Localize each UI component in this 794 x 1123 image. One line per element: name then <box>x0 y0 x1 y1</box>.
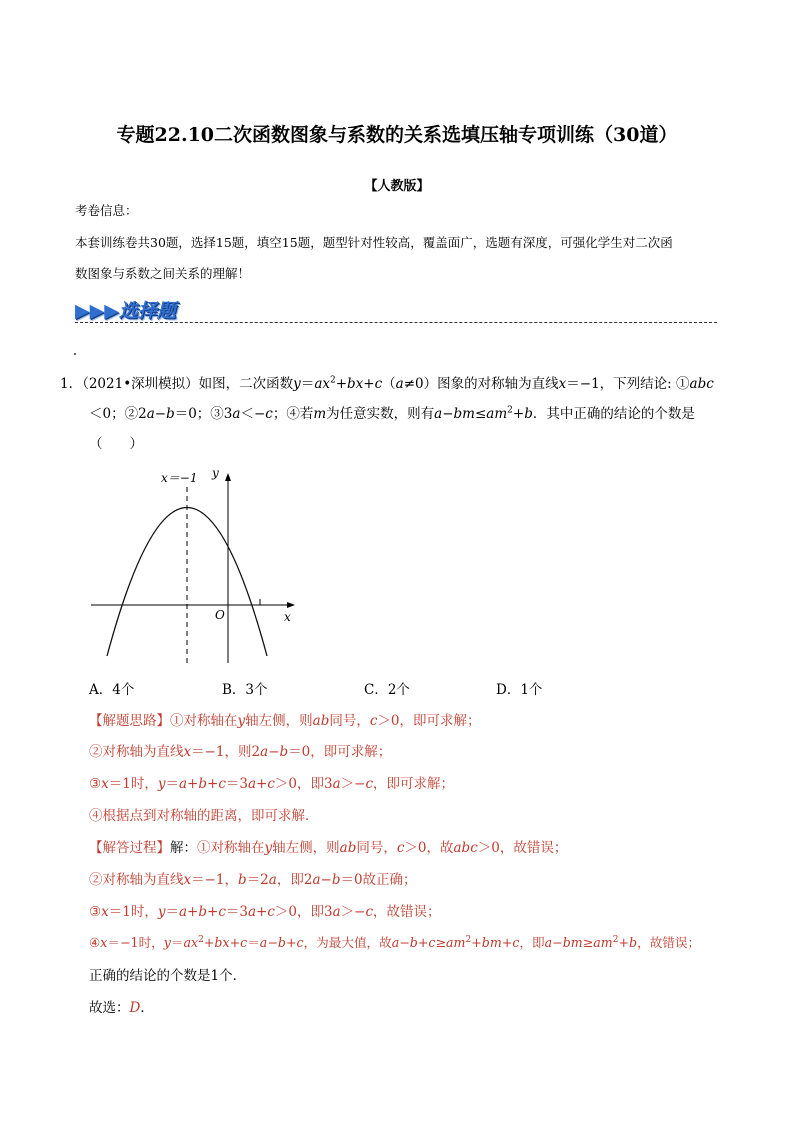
section-divider <box>75 322 717 323</box>
option-c[interactable]: C．2个 <box>364 682 410 698</box>
question-1-line-2: ＜0；②2a−b＝0；③3a＜−c；④若m为任意实数，则有$a-bm\le am^2+b$．其中正确的结论的个数是 <box>89 405 695 422</box>
x-axis-label: x <box>284 610 291 624</box>
answer-label: 故选： <box>89 1000 130 1016</box>
analysis-line-1: 【解题思路】①对称轴在y轴左侧，则ab同号，c＞0，即可求解； <box>89 713 481 729</box>
page-title: 专题22.10二次函数图象与系数的关系选填压轴专项训练（30道） <box>116 124 678 146</box>
solution-conclusion: 正确的结论的个数是1个． <box>89 968 247 984</box>
origin-label: O <box>215 608 225 622</box>
exam-info-label: 考卷信息： <box>75 203 138 218</box>
section-banner-text: ▶▶▶选择题 <box>75 300 176 322</box>
solution-heading: 【解答过程】 <box>89 840 170 856</box>
analysis-heading: 【解题思路】 <box>89 713 170 729</box>
symmetry-axis-label: x＝−1 <box>161 471 198 485</box>
answer-value: D <box>129 1000 141 1016</box>
parabola-graph <box>88 463 303 668</box>
option-b[interactable]: B．3个 <box>222 682 268 698</box>
edition-label: 【人教版】 <box>364 179 430 194</box>
question-paren: （ ） <box>89 436 143 452</box>
divider-dot <box>74 353 76 355</box>
option-a[interactable]: A．4个 <box>89 682 135 698</box>
question-source: （2021•深圳模拟） <box>82 376 199 392</box>
solution-line-4: ④x＝−1时，$y=ax^2+bx+c=a-b+c$，为最大值，故$a-b+c\ge am^2+bm+c$，即$a-bm\ge am^2+b$，故错误； <box>89 934 701 950</box>
exam-info-line-1: 本套训练卷共30题，选择15题，填空15题，题型针对性较高，覆盖面广，选题有深度，可强化学生对二次函 <box>75 235 673 250</box>
analysis-line-2: ②对称轴为直线x＝−1，则2a−b＝0，即可求解； <box>89 744 392 760</box>
option-d[interactable]: D．1个 <box>496 682 543 698</box>
question-1-line-1: 1．（2021•深圳模拟）如图，二次函数$y=ax^2+bx+c(a\ne 0)$图象的对称轴为直线x＝−1，下列结论: ①abc <box>60 375 714 392</box>
y-axis-label: y <box>212 466 219 480</box>
question-number: 1． <box>60 376 83 392</box>
solution-line-3: ③x＝1时，y＝a+b+c＝3a+c＞0，即3a＞−c，故错误； <box>89 904 441 920</box>
analysis-line-3: ③x＝1时，y＝a+b+c＝3a+c＞0，即3a＞−c，即可求解； <box>89 776 455 792</box>
section-banner <box>75 296 200 322</box>
y-axis-arrow <box>225 473 231 481</box>
solution-line-1: 【解答过程】解：①对称轴在y轴左侧，则ab同号，c＞0，故abc＞0，故错误； <box>89 840 568 856</box>
answer-line: 故选：D． <box>89 1000 154 1016</box>
x-axis-arrow <box>287 602 295 608</box>
question-line1-tail: 下列结论: ① <box>613 376 690 392</box>
analysis-line-4: ④根据点到对称轴的距离，即可求解． <box>89 808 319 824</box>
solution-line-2: ②对称轴为直线x＝−1，b＝2a，即2a−b＝0故正确； <box>89 872 417 888</box>
exam-info-line-2: 数图象与系数之间关系的理解！ <box>75 266 251 281</box>
